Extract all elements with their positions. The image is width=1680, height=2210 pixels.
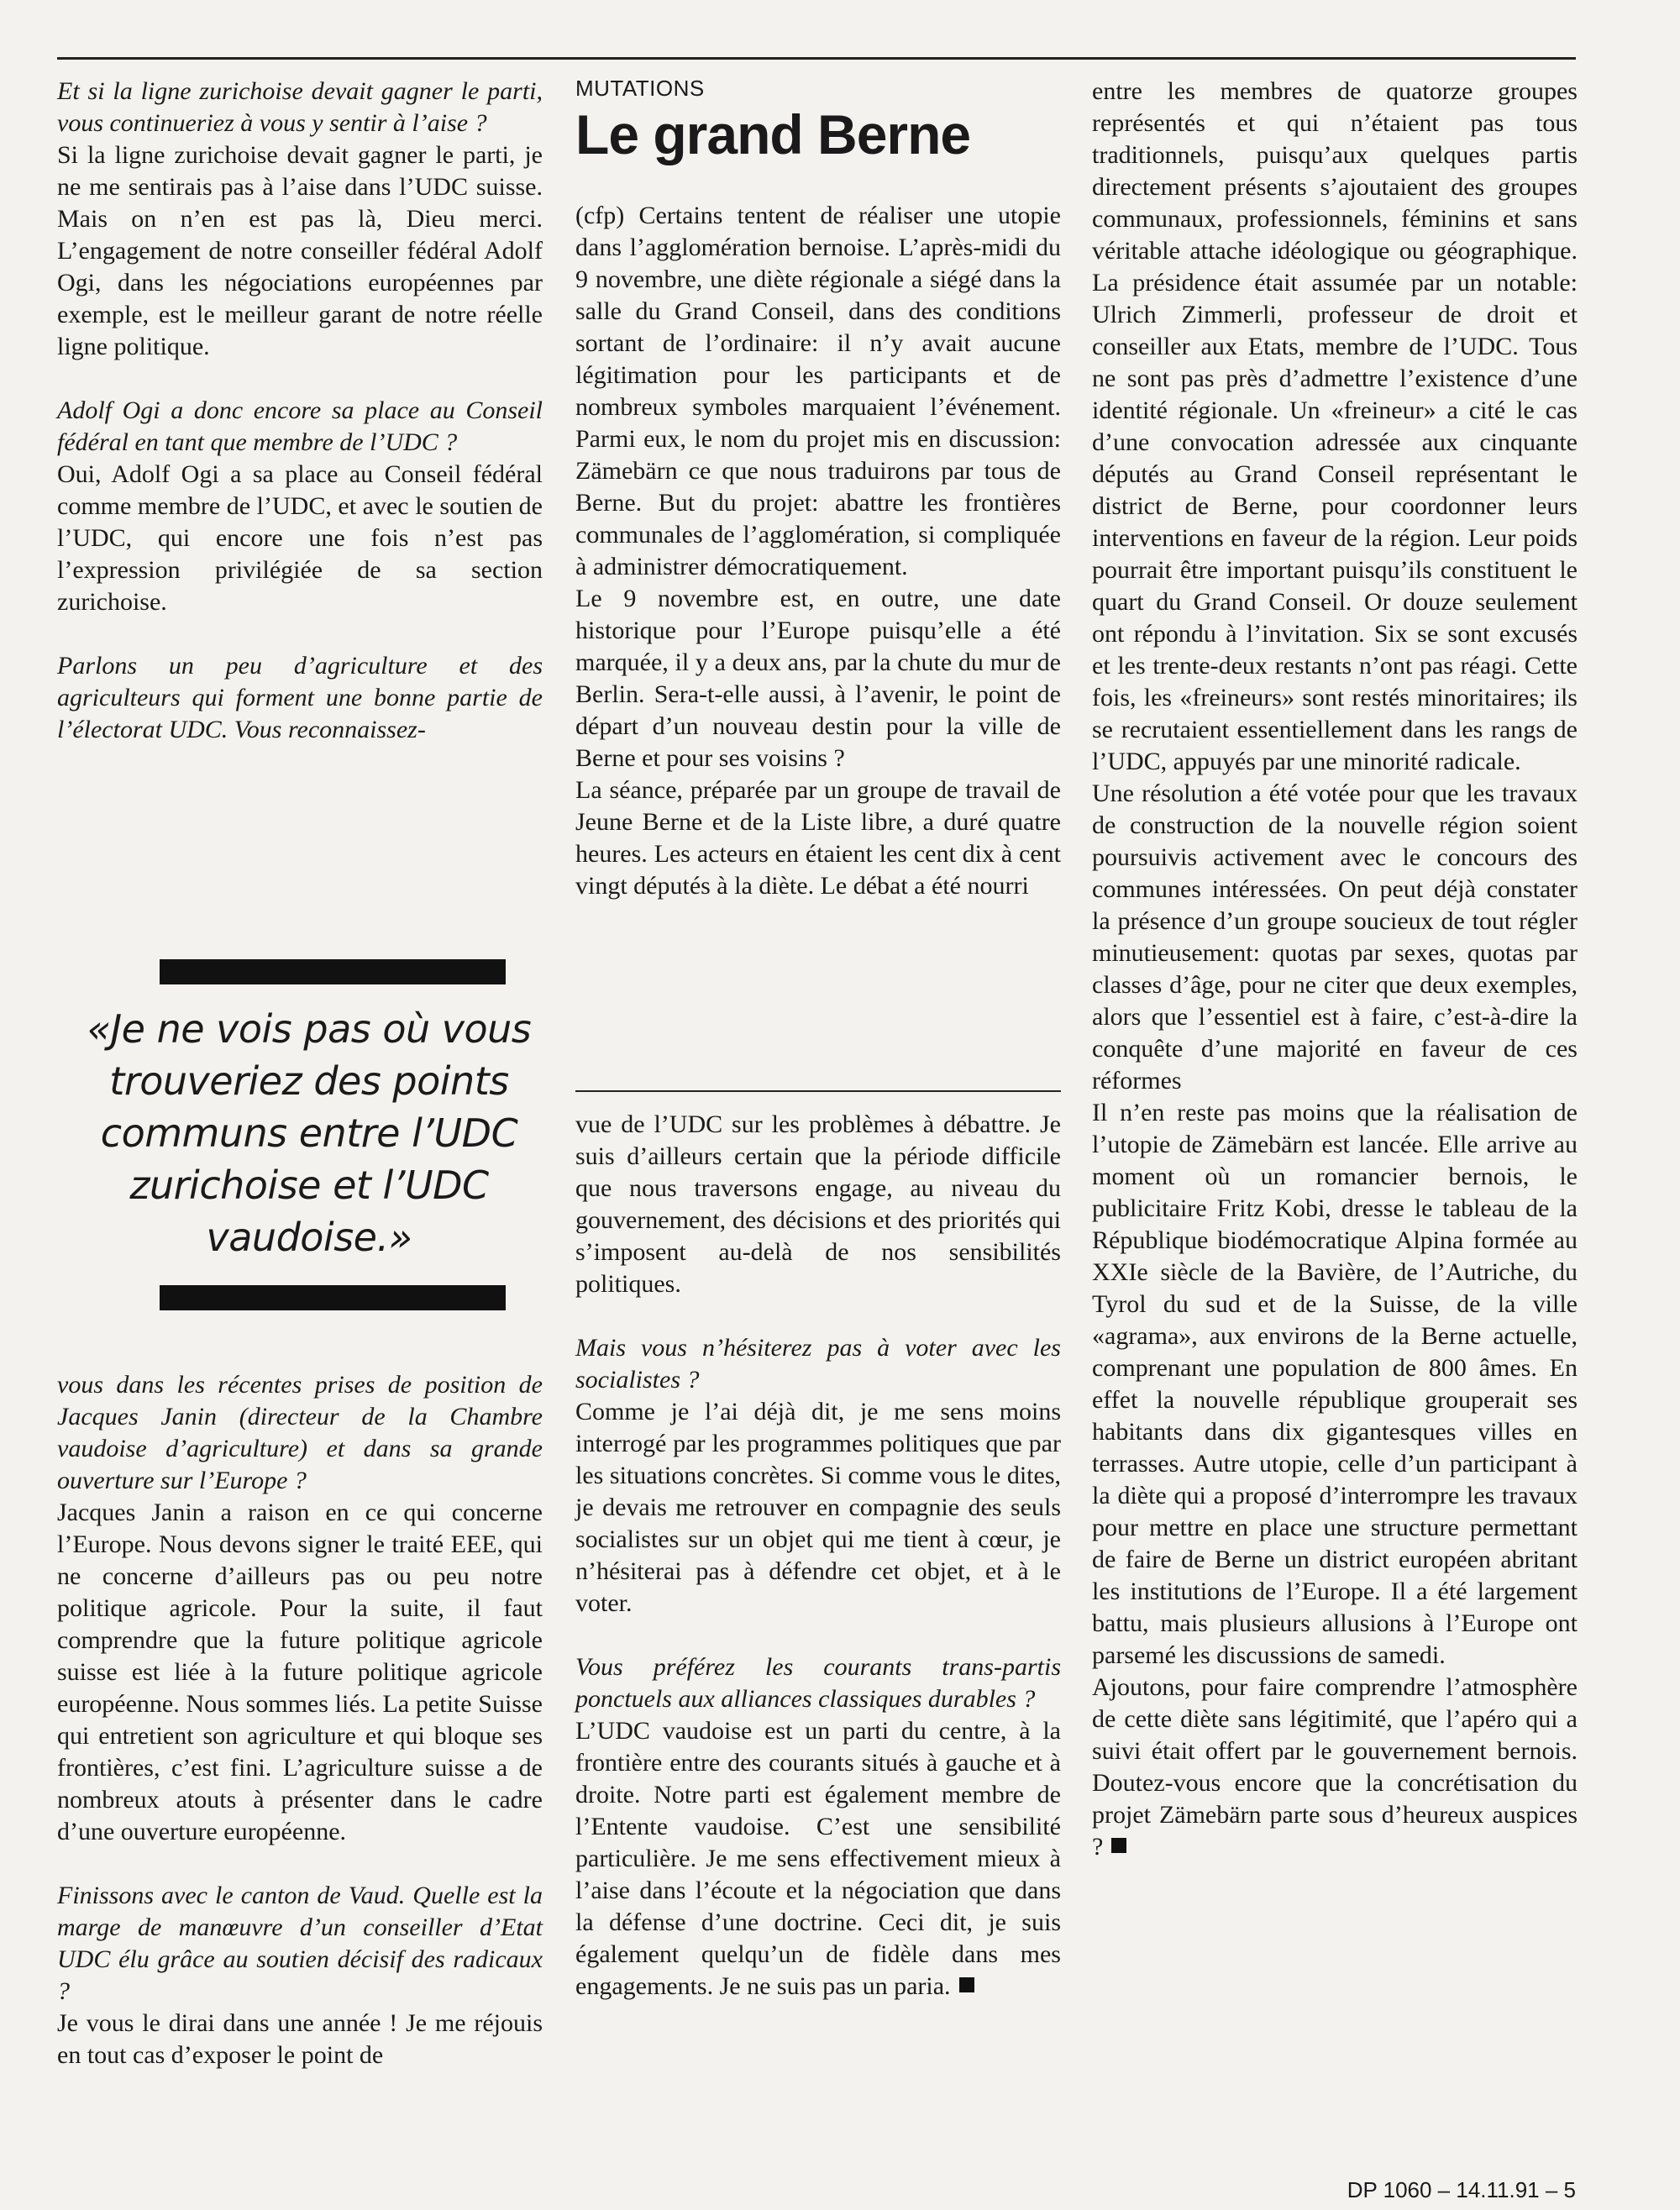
article-paragraph: Le 9 novembre est, en outre, une date historique pour l’Europe puisqu’elle a été marquée, il y a deux ans, par la chute du mur de Berlin. Sera-t-elle aussi, à l’avenir, le point de départ d’un nouveau destin pour la ville de Berne et pour ses voisins ? [575,585,1061,772]
answer-3: Jacques Janin a raison en ce qui concerne l’Europe. Nous devons signer le traité EEE, qui ne concerne d’ailleurs pas ou peu notre politique agricole. Pour la suite, il faut comprendre que la future politique agricole suisse est liée à la future politique agricole européenne. Nous sommes liés. La petite Suisse qui entretient son agriculture et qui bloque ses frontières, c’est fini. L’agriculture suisse a de nombreux atouts à présenter dans le cadre d’une ouverture européenne. [57,1499,543,1845]
article-paragraph: (cfp) Certains tentent de réaliser une utopie dans l’agglomération bernoise. L’après-midi du 9 novembre, une diète régionale a siégé dans la salle du Grand Conseil, dans des conditions sortant de l’ordinaire: il n’y avait aucune légitimation pour les participants et de nombreux symboles marquaient l’événement. Parmi eux, le nom du projet mis en discussion: Zämebärn ce que nous traduirons par tous de Berne. But du projet: abattre les frontières communales de l’agglomération, si compliquée à administrer démocratiquement. [575,202,1061,580]
pull-quote-bar-bottom [160,1285,506,1310]
article-paragraph: Il n’en reste pas moins que la réalisation de l’utopie de Zämebärn est lancée. Elle arrive au moment où un romancier bernois, le publicitaire Fritz Kobi, dresse le tableau de la République biodémocratique Alpina formée au XXIe siècle de la Bavière, de l’Autriche, du Tyrol du sud et de la Suisse, de la ville «agrama», aux environs de la Berne actuelle, comprenant une population de 800 âmes. En effet la nouvelle république grouperait ses habitants dans dix gigantesques villes en terrasses. Autre utopie, celle d’un participant à la diète qui a proposé d’interrompre les travaux pour mettre en place une structure permettant de faire de Berne un district européen abritant les institutions de l’Europe. Il a été largement battu, mais plusieurs allusions à l’Europe ont parsemé les discussions de samedi. [1092,1099,1578,1669]
question-3-start: Parlons un peu d’agriculture et des agriculteurs qui forment une bonne partie de l’électorat UDC. Vous reconnaissez- [57,652,543,743]
interview-column-2 [575,1109,1061,2003]
article-paragraph: Une résolution a été votée pour que les travaux de construction de la nouvelle région soient poursuivis activement avec le concours des communes intéressées. On peut déjà constater la présence d’un groupe soucieux de tout régler minutieusement: quotas par sexes, quotas par classes d’âge, pour ne citer que deux exemples, alors que l’essentiel est à faire, c’est-à-dire la conquête d’une majorité en faveur de ces réformes [1092,780,1578,1095]
pull-quote-bar-top [160,959,506,984]
question-4: Finissons avec le canton de Vaud. Quelle est la marge de manœuvre d’un conseiller d’Etat UDC élu grâce au soutien décisif des radicaux ? [57,1882,543,2005]
article-rubric: MUTATIONS [575,76,705,101]
article-title: Le grand Berne [575,103,971,165]
interview-column-1 [57,76,543,746]
end-mark-icon [959,1977,974,1992]
question-1: Et si la ligne zurichoise devait gagner le parti, vous continueriez à vous y sentir à l’aise ? [57,77,543,137]
top-rule [57,57,1576,60]
section-divider [575,1090,1061,1092]
answer-4: Je vous le dirai dans une année ! Je me réjouis en tout cas d’exposer le point de [57,2009,543,2069]
question-3-end: vous dans les récentes prises de position de Jacques Janin (directeur de la Chambre vaudoise d’agriculture) et dans sa grande ouverture sur l’Europe ? [57,1371,543,1494]
article-column-3 [1092,76,1578,1863]
question-6: Vous préférez les courants trans-partis ponctuels aux alliances classiques durables ? [575,1653,1061,1713]
article-paragraph: entre les membres de quatorze groupes représentés et qui n’étaient pas tous traditionnels, puisqu’aux quelques partis directement présents s’ajoutaient des groupes communaux, professionnels, féminins et sans véritable attache idéologique ou géographique. La présidence était assumée par un notable: Ulrich Zimmerli, professeur de droit et conseiller aux Etats, membre de l’UDC. Tous ne sont pas près d’admettre l’existence d’une identité régionale. Un «freineur» a cité le cas d’une convocation adressée aux cinquante députés au Grand Conseil représentant le district de Berne, pour coordonner leurs interventions en faveur de la région. Leur poids pourrait être important puisqu’ils constituent le quart du Grand Conseil. Or douze seulement ont répondu à l’invitation. Six se sont excusés et les trente-deux restants n’ont pas réagi. Cette fois, les «freineurs» sont restés minoritaires; ils se recrutaient essentiellement dans les rangs de l’UDC, appuyés par une minorité radicale. [1092,77,1578,775]
end-mark-icon [1111,1838,1126,1853]
interview-column-1-lower [57,1369,543,2071]
answer-2: Oui, Adolf Ogi a sa place au Conseil fédéral comme membre de l’UDC, et avec le soutien de l’UDC, qui encore une fois n’est pas l’expression privilégiée de sa section zurichoise. [57,460,543,616]
pull-quote-text: «Je ne vois pas où vous trouveriez des points communs entre l’UDC zurichoise et l’UDC vaudoise.» [87,1006,532,1260]
article-paragraph: Ajoutons, pour faire comprendre l’atmosphère de cette diète sans légitimité, que l’apéro qui a suivi était offert par le gouvernement bernois. Doutez-vous encore que la concrétisation du projet Zämebärn parte sous d’heureux auspices ? [1092,1673,1578,1861]
article-paragraph: La séance, préparée par un groupe de travail de Jeune Berne et de la Liste libre, a duré quatre heures. Les acteurs en étaient les cent dix à cent vingt députés à la diète. Le débat a été nourri [575,776,1061,900]
answer-5: Comme je l’ai déjà dit, je me sens moins interrogé par les programmes politiques que par les situations concrètes. Si comme vous le dites, je devais me retrouver en compagnie des seuls socialistes sur un objet qui me tient à cœur, je n’hésiterai pas à défendre cet objet, et à le voter. [575,1398,1061,1617]
question-2: Adolf Ogi a donc encore sa place au Conseil fédéral en tant que membre de l’UDC ? [57,396,543,456]
answer-4-continued: vue de l’UDC sur les problèmes à débattre. Je suis d’ailleurs certain que la période difficile que nous traversons engage, au niveau du gouvernement, des décisions et des priorités qui s’imposent au-delà de nos sensibilités politiques. [575,1110,1061,1298]
pull-quote [57,959,543,1339]
answer-1: Si la ligne zurichoise devait gagner le parti, je ne me sentirais pas à l’aise dans l’UDC suisse. Mais on n’en est pas là, Dieu merci. L’engagement de notre conseiller fédéral Adolf Ogi, dans les négociations européennes par exemple, est le meilleur garant de notre réelle ligne politique. [57,141,543,360]
article-column-2 [575,76,1061,902]
answer-6: L’UDC vaudoise est un parti du centre, à la frontière entre des courants situés à gauche et à droite. Notre parti est également membre de l’Entente vaudoise. C’est une sensibilité particulière. Je me sens effectivement mieux à l’aise dans l’écoute et la négociation que dans la défense d’une doctrine. Ceci dit, je suis également quelqu’un de fidèle dans mes engagements. Je ne suis pas un paria. [575,1717,1061,2000]
page-footer: DP 1060 – 14.11.91 – 5 [1347,2177,1576,2202]
question-5: Mais vous n’hésiterez pas à voter avec les socialistes ? [575,1334,1061,1394]
